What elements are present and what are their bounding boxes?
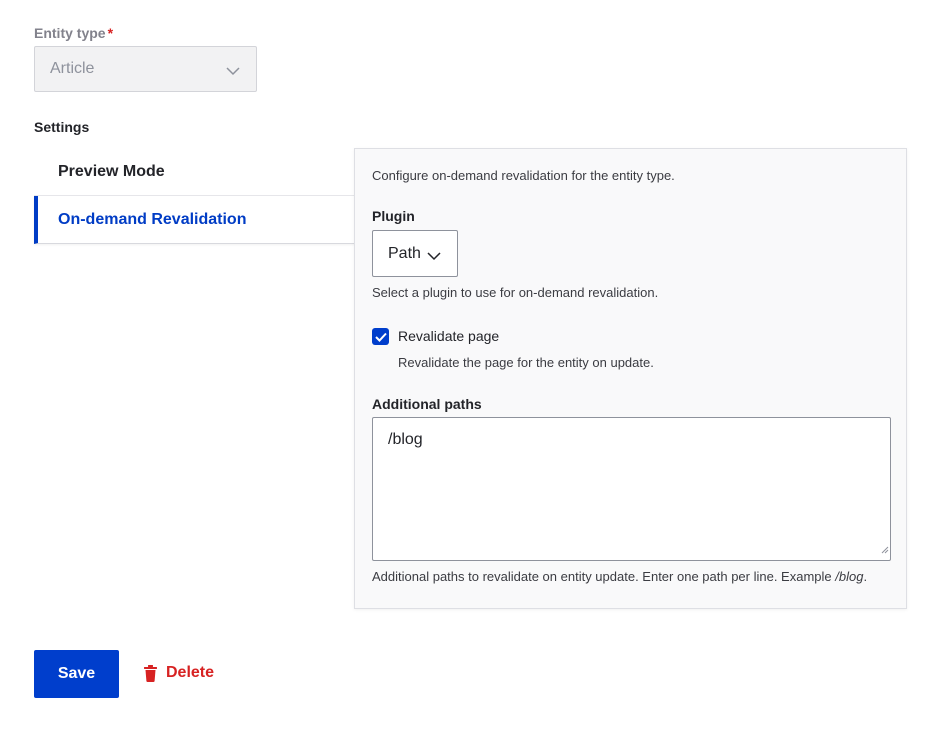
- trash-icon: [143, 665, 158, 682]
- tab-on-demand-revalidation-label: On-demand Revalidation: [58, 210, 247, 228]
- entity-type-select: [34, 46, 257, 92]
- resize-grip-icon[interactable]: [879, 541, 889, 559]
- revalidation-panel: [354, 148, 907, 609]
- required-mark: *: [107, 25, 114, 41]
- delete-label: Delete: [166, 664, 215, 681]
- panel-description: Configure on-demand revalidation for the entity type.: [372, 168, 675, 183]
- additional-paths-help: [372, 569, 867, 584]
- additional-paths-textarea[interactable]: [372, 417, 891, 561]
- chevron-down-icon: [226, 63, 240, 81]
- additional-paths-help-text: Additional paths to revalidate on entity update. Enter one path per line. Example: [372, 569, 836, 584]
- tab-preview-mode[interactable]: [34, 148, 355, 196]
- chevron-down-icon: [427, 248, 441, 266]
- tab-preview-mode-label: Preview Mode: [58, 162, 165, 180]
- additional-paths-value: /blog: [388, 431, 423, 448]
- entity-type-value: Article: [50, 60, 95, 77]
- settings-label: Settings: [34, 119, 90, 135]
- additional-paths-label: Additional paths: [372, 396, 482, 412]
- plugin-select-value: Path: [388, 244, 421, 262]
- entity-type-label: [34, 25, 113, 41]
- entity-type-label-text: Entity type: [34, 25, 106, 41]
- revalidate-page-help: Revalidate the page for the entity on update.: [398, 355, 654, 370]
- plugin-help: Select a plugin to use for on-demand revalidation.: [372, 285, 659, 300]
- delete-link[interactable]: [143, 664, 214, 682]
- save-button[interactable]: Save: [34, 650, 119, 698]
- additional-paths-help-suffix: .: [863, 569, 868, 584]
- revalidate-page-checkbox[interactable]: [372, 328, 389, 345]
- plugin-select[interactable]: [372, 230, 458, 277]
- revalidate-page-label[interactable]: Revalidate page: [398, 328, 500, 344]
- additional-paths-help-example: /blog: [835, 569, 864, 584]
- plugin-label: Plugin: [372, 208, 415, 224]
- tab-on-demand-revalidation[interactable]: [34, 196, 355, 244]
- checkmark-icon: [375, 332, 387, 342]
- settings-tabs: [34, 148, 355, 244]
